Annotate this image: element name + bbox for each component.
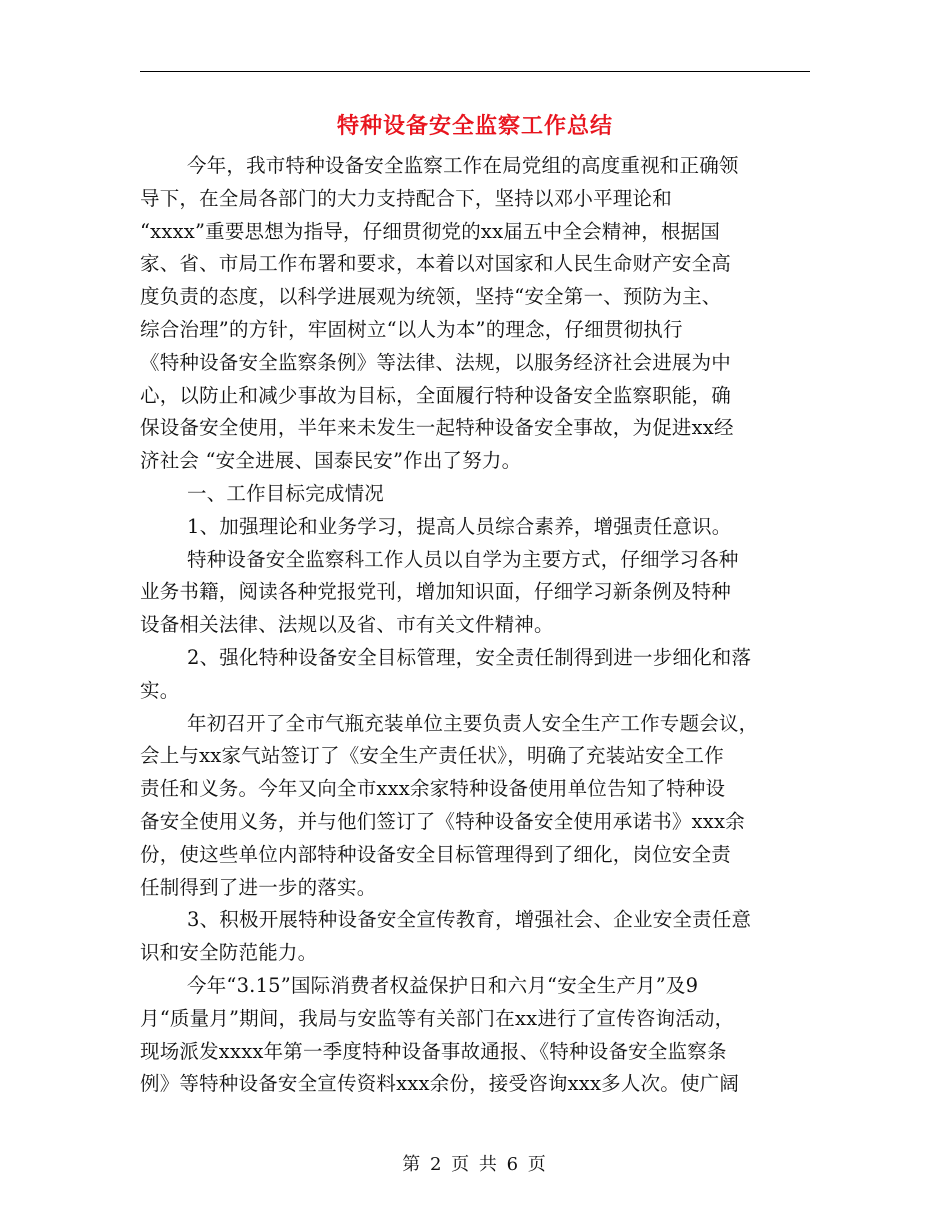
header-rule (140, 71, 810, 72)
body-text-line: 设备相关法律、法规以及省、市有关文件精神。 (140, 613, 554, 637)
body-text-line: 2、强化特种设备安全目标管理，安全责任制得到进一步细化和落 (187, 645, 752, 669)
body-text-line: 家、省、市局工作布署和要求，本着以对国家和人民生命财产安全高 (140, 252, 732, 276)
body-text-line: 心，以防止和减少事故为目标，全面履行特种设备安全监察职能，确 (140, 383, 732, 407)
body-text-line: 例》等特种设备安全宣传资料xxx余份，接受咨询xxx多人次。使广阔 (140, 1072, 740, 1096)
body-text-line: 份，使这些单位内部特种设备安全目标管理得到了细化，岗位安全责 (140, 842, 732, 866)
body-text-line: 任制得到了进一步的落实。 (140, 875, 377, 899)
body-text-line: 综合治理”的方针，牢固树立“以人为本”的理念，仔细贯彻执行 (140, 317, 683, 341)
body-text-line: 今年，我市特种设备安全监察工作在局党组的高度重视和正确领 (187, 154, 739, 177)
body-text-line: 导下，在全局各部门的大力支持配合下，坚持以邓小平理论和 (140, 186, 672, 210)
body-text-line: 会上与xx家气站签订了《安全生产责任状》，明确了充装站安全工作 (140, 744, 724, 768)
body-text-line: “xxxx”重要思想为指导，仔细贯彻党的xx届五中全会精神，根据国 (140, 219, 721, 243)
body-text-line: 业务书籍，阅读各种党报党刊，增加知识面，仔细学习新条例及特种 (140, 580, 732, 604)
document-body (140, 150, 808, 1101)
body-text-line: 特种设备安全监察科工作人员以自学为主要方式，仔细学习各种 (187, 547, 739, 571)
body-text-line: 备安全使用义务，并与他们签订了《特种设备安全使用承诺书》xxx余 (140, 809, 745, 833)
body-text-line: 3、积极开展特种设备安全宣传教育，增强社会、企业安全责任意 (187, 908, 752, 932)
body-text-line: 月“质量月”期间，我局与安监等有关部门在xx进行了宣传咨询活动， (140, 1006, 735, 1030)
body-text-line: 年初召开了全市气瓶充装单位主要负责人安全生产工作专题会议， (187, 711, 759, 735)
body-text-line: 识和安全防范能力。 (140, 941, 318, 965)
body-text-line: 度负责的态度，以科学进展观为统领，坚持“安全第一、预防为主、 (140, 285, 722, 309)
body-text-line: 1、加强理论和业务学习，提高人员综合素养，增强责任意识。 (187, 514, 732, 538)
body-text-line: 今年“3.15”国际消费者权益保护日和六月“安全生产月”及9 (187, 973, 699, 997)
page-number: 第 2 页 共 6 页 (402, 1154, 548, 1175)
document-title: 特种设备安全监察工作总结 (336, 113, 613, 139)
body-text-line: 济社会 “安全进展、国泰民安”作出了努力。 (140, 449, 522, 473)
body-text-line: 实。 (140, 678, 180, 702)
body-text-line: 责任和义务。今年又向全市xxx余家特种设备使用单位告知了特种设 (140, 777, 726, 801)
body-text-line: 保设备安全使用，半年来未发生一起特种设备安全事故，为促进xx经 (140, 416, 734, 440)
body-text-line: 一、工作目标完成情况 (187, 481, 385, 505)
body-text-line: 现场派发xxxx年第一季度特种设备事故通报、《特种设备安全监察条 (140, 1039, 727, 1063)
body-text-line: 《特种设备安全监察条例》等法律、法规，以服务经济社会进展为中 (140, 350, 732, 374)
